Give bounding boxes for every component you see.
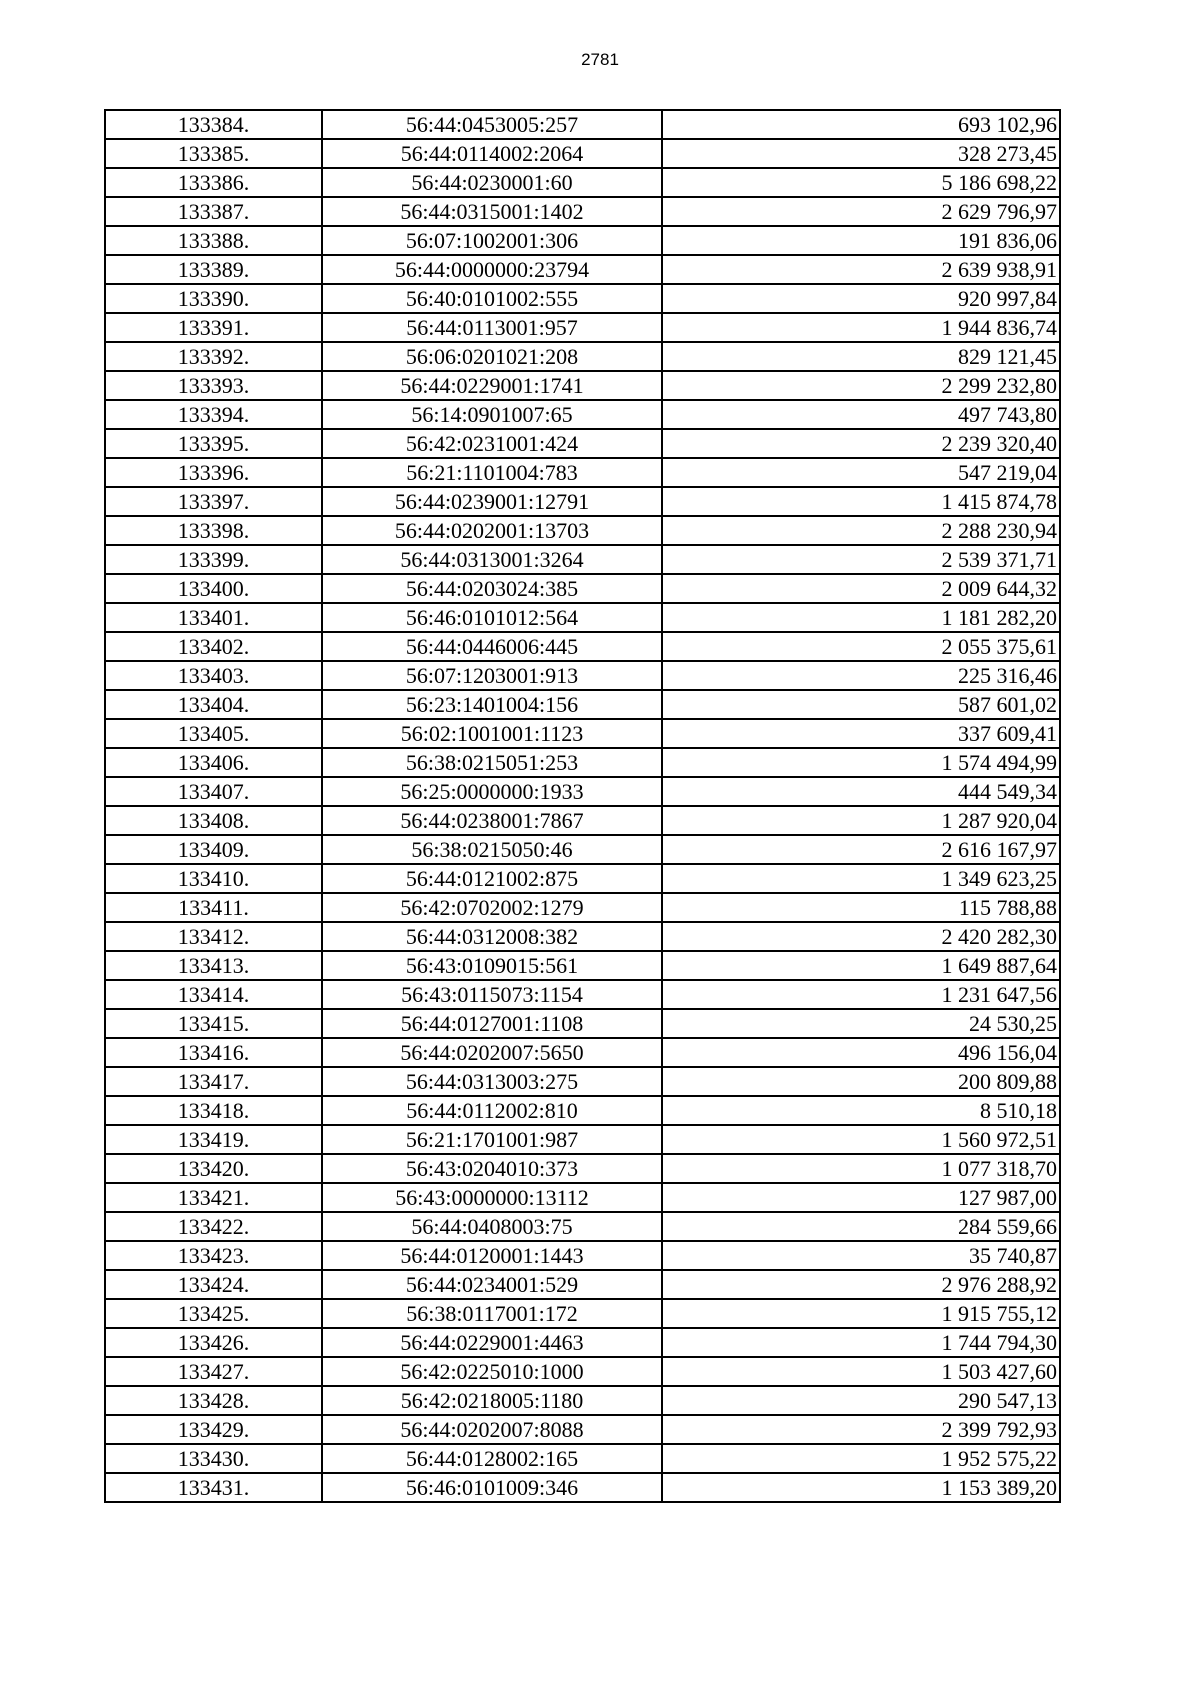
cadastral-value-cell: 225 316,46 xyxy=(662,661,1060,690)
row-number-cell: 133393. xyxy=(105,371,322,400)
cadastral-number-cell: 56:44:0202007:5650 xyxy=(322,1038,662,1067)
table-row xyxy=(105,1038,1060,1067)
table-row xyxy=(105,226,1060,255)
cadastral-value-cell: 2 539 371,71 xyxy=(662,545,1060,574)
row-number-cell: 133384. xyxy=(105,110,322,139)
cadastral-value-cell: 829 121,45 xyxy=(662,342,1060,371)
cadastral-number-cell: 56:25:0000000:1933 xyxy=(322,777,662,806)
cadastral-number-cell: 56:44:0229001:1741 xyxy=(322,371,662,400)
row-number-cell: 133424. xyxy=(105,1270,322,1299)
cadastral-number-cell: 56:44:0128002:165 xyxy=(322,1444,662,1473)
cadastral-value-cell: 497 743,80 xyxy=(662,400,1060,429)
table-row xyxy=(105,342,1060,371)
table-row xyxy=(105,893,1060,922)
row-number-cell: 133407. xyxy=(105,777,322,806)
row-number-cell: 133408. xyxy=(105,806,322,835)
cadastral-value-cell: 2 288 230,94 xyxy=(662,516,1060,545)
cadastral-value-cell: 1 649 887,64 xyxy=(662,951,1060,980)
row-number-cell: 133416. xyxy=(105,1038,322,1067)
cadastral-number-cell: 56:44:0315001:1402 xyxy=(322,197,662,226)
table-row xyxy=(105,980,1060,1009)
cadastral-number-cell: 56:44:0453005:257 xyxy=(322,110,662,139)
cadastral-number-cell: 56:44:0113001:957 xyxy=(322,313,662,342)
cadastral-value-cell: 2 639 938,91 xyxy=(662,255,1060,284)
table-row xyxy=(105,1067,1060,1096)
table-row xyxy=(105,1241,1060,1270)
cadastral-value-cell: 24 530,25 xyxy=(662,1009,1060,1038)
row-number-cell: 133390. xyxy=(105,284,322,313)
cadastral-value-cell: 284 559,66 xyxy=(662,1212,1060,1241)
cadastral-value-cell: 2 976 288,92 xyxy=(662,1270,1060,1299)
cadastral-value-cell: 2 009 644,32 xyxy=(662,574,1060,603)
table-row xyxy=(105,661,1060,690)
row-number-cell: 133415. xyxy=(105,1009,322,1038)
cadastral-value-cell: 1 231 647,56 xyxy=(662,980,1060,1009)
cadastral-value-cell: 1 181 282,20 xyxy=(662,603,1060,632)
cadastral-number-cell: 56:44:0120001:1443 xyxy=(322,1241,662,1270)
cadastral-number-cell: 56:44:0234001:529 xyxy=(322,1270,662,1299)
cadastral-number-cell: 56:42:0702002:1279 xyxy=(322,893,662,922)
row-number-cell: 133395. xyxy=(105,429,322,458)
table-body xyxy=(105,110,1060,1502)
table-row xyxy=(105,777,1060,806)
row-number-cell: 133417. xyxy=(105,1067,322,1096)
cadastral-number-cell: 56:44:0408003:75 xyxy=(322,1212,662,1241)
cadastral-number-cell: 56:43:0115073:1154 xyxy=(322,980,662,1009)
table-row xyxy=(105,922,1060,951)
table-row xyxy=(105,1328,1060,1357)
cadastral-number-cell: 56:02:1001001:1123 xyxy=(322,719,662,748)
row-number-cell: 133399. xyxy=(105,545,322,574)
cadastral-number-cell: 56:21:1101004:783 xyxy=(322,458,662,487)
table-row xyxy=(105,835,1060,864)
cadastral-number-cell: 56:44:0112002:810 xyxy=(322,1096,662,1125)
row-number-cell: 133409. xyxy=(105,835,322,864)
row-number-cell: 133421. xyxy=(105,1183,322,1212)
cadastral-value-cell: 1 077 318,70 xyxy=(662,1154,1060,1183)
cadastral-value-cell: 1 574 494,99 xyxy=(662,748,1060,777)
page-number: 2781 xyxy=(581,50,619,69)
table-row xyxy=(105,284,1060,313)
row-number-cell: 133404. xyxy=(105,690,322,719)
row-number-cell: 133387. xyxy=(105,197,322,226)
cadastral-value-cell: 191 836,06 xyxy=(662,226,1060,255)
cadastral-value-cell: 1 503 427,60 xyxy=(662,1357,1060,1386)
cadastral-value-cell: 1 287 920,04 xyxy=(662,806,1060,835)
row-number-cell: 133418. xyxy=(105,1096,322,1125)
row-number-cell: 133403. xyxy=(105,661,322,690)
cadastral-number-cell: 56:44:0203024:385 xyxy=(322,574,662,603)
row-number-cell: 133400. xyxy=(105,574,322,603)
cadastral-number-cell: 56:38:0215050:46 xyxy=(322,835,662,864)
cadastral-value-cell: 693 102,96 xyxy=(662,110,1060,139)
table-row xyxy=(105,951,1060,980)
cadastral-value-cell: 1 153 389,20 xyxy=(662,1473,1060,1502)
cadastral-value-cell: 8 510,18 xyxy=(662,1096,1060,1125)
table-row xyxy=(105,719,1060,748)
row-number-cell: 133431. xyxy=(105,1473,322,1502)
cadastral-number-cell: 56:07:1002001:306 xyxy=(322,226,662,255)
cadastral-value-cell: 1 349 623,25 xyxy=(662,864,1060,893)
cadastral-number-cell: 56:43:0000000:13112 xyxy=(322,1183,662,1212)
row-number-cell: 133401. xyxy=(105,603,322,632)
cadastral-value-cell: 496 156,04 xyxy=(662,1038,1060,1067)
row-number-cell: 133405. xyxy=(105,719,322,748)
cadastral-value-cell: 444 549,34 xyxy=(662,777,1060,806)
table-row xyxy=(105,690,1060,719)
table-row xyxy=(105,429,1060,458)
row-number-cell: 133425. xyxy=(105,1299,322,1328)
table-row xyxy=(105,545,1060,574)
cadastral-number-cell: 56:38:0117001:172 xyxy=(322,1299,662,1328)
cadastral-number-cell: 56:44:0230001:60 xyxy=(322,168,662,197)
cadastral-value-cell: 35 740,87 xyxy=(662,1241,1060,1270)
cadastral-value-cell: 127 987,00 xyxy=(662,1183,1060,1212)
row-number-cell: 133430. xyxy=(105,1444,322,1473)
cadastral-value-cell: 290 547,13 xyxy=(662,1386,1060,1415)
table-row xyxy=(105,197,1060,226)
cadastral-number-cell: 56:46:0101012:564 xyxy=(322,603,662,632)
cadastral-number-cell: 56:43:0109015:561 xyxy=(322,951,662,980)
table-row xyxy=(105,487,1060,516)
row-number-cell: 133428. xyxy=(105,1386,322,1415)
cadastral-value-table xyxy=(104,109,1061,1503)
table-row xyxy=(105,458,1060,487)
table-row xyxy=(105,110,1060,139)
table-row xyxy=(105,748,1060,777)
row-number-cell: 133402. xyxy=(105,632,322,661)
table-row xyxy=(105,168,1060,197)
cadastral-number-cell: 56:07:1203001:913 xyxy=(322,661,662,690)
cadastral-value-cell: 547 219,04 xyxy=(662,458,1060,487)
row-number-cell: 133423. xyxy=(105,1241,322,1270)
cadastral-number-cell: 56:44:0446006:445 xyxy=(322,632,662,661)
table-row xyxy=(105,603,1060,632)
cadastral-value-cell: 2 299 232,80 xyxy=(662,371,1060,400)
table-row xyxy=(105,1212,1060,1241)
cadastral-number-cell: 56:44:0313003:275 xyxy=(322,1067,662,1096)
cadastral-number-cell: 56:43:0204010:373 xyxy=(322,1154,662,1183)
cadastral-number-cell: 56:44:0202007:8088 xyxy=(322,1415,662,1444)
cadastral-number-cell: 56:42:0225010:1000 xyxy=(322,1357,662,1386)
cadastral-number-cell: 56:44:0238001:7867 xyxy=(322,806,662,835)
row-number-cell: 133429. xyxy=(105,1415,322,1444)
row-number-cell: 133414. xyxy=(105,980,322,1009)
table-row xyxy=(105,255,1060,284)
cadastral-number-cell: 56:44:0000000:23794 xyxy=(322,255,662,284)
cadastral-number-cell: 56:23:1401004:156 xyxy=(322,690,662,719)
cadastral-number-cell: 56:44:0239001:12791 xyxy=(322,487,662,516)
table-row xyxy=(105,632,1060,661)
table-row xyxy=(105,1473,1060,1502)
cadastral-value-cell: 1 744 794,30 xyxy=(662,1328,1060,1357)
table-row xyxy=(105,1415,1060,1444)
cadastral-value-cell: 200 809,88 xyxy=(662,1067,1060,1096)
row-number-cell: 133391. xyxy=(105,313,322,342)
table-row xyxy=(105,371,1060,400)
row-number-cell: 133389. xyxy=(105,255,322,284)
row-number-cell: 133406. xyxy=(105,748,322,777)
table-row xyxy=(105,1386,1060,1415)
row-number-cell: 133397. xyxy=(105,487,322,516)
cadastral-value-cell: 1 915 755,12 xyxy=(662,1299,1060,1328)
cadastral-number-cell: 56:14:0901007:65 xyxy=(322,400,662,429)
row-number-cell: 133419. xyxy=(105,1125,322,1154)
cadastral-number-cell: 56:44:0127001:1108 xyxy=(322,1009,662,1038)
row-number-cell: 133398. xyxy=(105,516,322,545)
cadastral-value-cell: 2 420 282,30 xyxy=(662,922,1060,951)
cadastral-value-cell: 5 186 698,22 xyxy=(662,168,1060,197)
row-number-cell: 133412. xyxy=(105,922,322,951)
cadastral-number-cell: 56:46:0101009:346 xyxy=(322,1473,662,1502)
cadastral-value-cell: 1 415 874,78 xyxy=(662,487,1060,516)
cadastral-number-cell: 56:38:0215051:253 xyxy=(322,748,662,777)
cadastral-value-cell: 2 399 792,93 xyxy=(662,1415,1060,1444)
table-row xyxy=(105,1270,1060,1299)
row-number-cell: 133413. xyxy=(105,951,322,980)
table-row xyxy=(105,1183,1060,1212)
cadastral-number-cell: 56:06:0201021:208 xyxy=(322,342,662,371)
table-row xyxy=(105,400,1060,429)
table-row xyxy=(105,1299,1060,1328)
row-number-cell: 133422. xyxy=(105,1212,322,1241)
row-number-cell: 133426. xyxy=(105,1328,322,1357)
table-row xyxy=(105,1009,1060,1038)
cadastral-number-cell: 56:21:1701001:987 xyxy=(322,1125,662,1154)
cadastral-value-cell: 337 609,41 xyxy=(662,719,1060,748)
row-number-cell: 133427. xyxy=(105,1357,322,1386)
table-row xyxy=(105,516,1060,545)
cadastral-value-cell: 115 788,88 xyxy=(662,893,1060,922)
table-row xyxy=(105,864,1060,893)
row-number-cell: 133394. xyxy=(105,400,322,429)
cadastral-value-cell: 2 629 796,97 xyxy=(662,197,1060,226)
table-row xyxy=(105,1357,1060,1386)
table-row xyxy=(105,806,1060,835)
cadastral-number-cell: 56:42:0231001:424 xyxy=(322,429,662,458)
cadastral-number-cell: 56:44:0313001:3264 xyxy=(322,545,662,574)
table-row xyxy=(105,1154,1060,1183)
cadastral-number-cell: 56:44:0202001:13703 xyxy=(322,516,662,545)
cadastral-value-cell: 1 560 972,51 xyxy=(662,1125,1060,1154)
cadastral-number-cell: 56:42:0218005:1180 xyxy=(322,1386,662,1415)
row-number-cell: 133396. xyxy=(105,458,322,487)
table-row xyxy=(105,1444,1060,1473)
cadastral-value-cell: 328 273,45 xyxy=(662,139,1060,168)
cadastral-value-cell: 920 997,84 xyxy=(662,284,1060,313)
cadastral-value-cell: 2 616 167,97 xyxy=(662,835,1060,864)
cadastral-number-cell: 56:44:0312008:382 xyxy=(322,922,662,951)
table-row xyxy=(105,313,1060,342)
cadastral-number-cell: 56:44:0229001:4463 xyxy=(322,1328,662,1357)
cadastral-value-cell: 1 952 575,22 xyxy=(662,1444,1060,1473)
cadastral-number-cell: 56:44:0114002:2064 xyxy=(322,139,662,168)
cadastral-value-cell: 587 601,02 xyxy=(662,690,1060,719)
cadastral-number-cell: 56:44:0121002:875 xyxy=(322,864,662,893)
table-row xyxy=(105,1096,1060,1125)
row-number-cell: 133392. xyxy=(105,342,322,371)
cadastral-number-cell: 56:40:0101002:555 xyxy=(322,284,662,313)
row-number-cell: 133411. xyxy=(105,893,322,922)
row-number-cell: 133388. xyxy=(105,226,322,255)
cadastral-value-cell: 2 055 375,61 xyxy=(662,632,1060,661)
table-row xyxy=(105,1125,1060,1154)
row-number-cell: 133386. xyxy=(105,168,322,197)
cadastral-value-cell: 2 239 320,40 xyxy=(662,429,1060,458)
cadastral-value-cell: 1 944 836,74 xyxy=(662,313,1060,342)
row-number-cell: 133385. xyxy=(105,139,322,168)
row-number-cell: 133410. xyxy=(105,864,322,893)
table-row xyxy=(105,139,1060,168)
row-number-cell: 133420. xyxy=(105,1154,322,1183)
table-row xyxy=(105,574,1060,603)
